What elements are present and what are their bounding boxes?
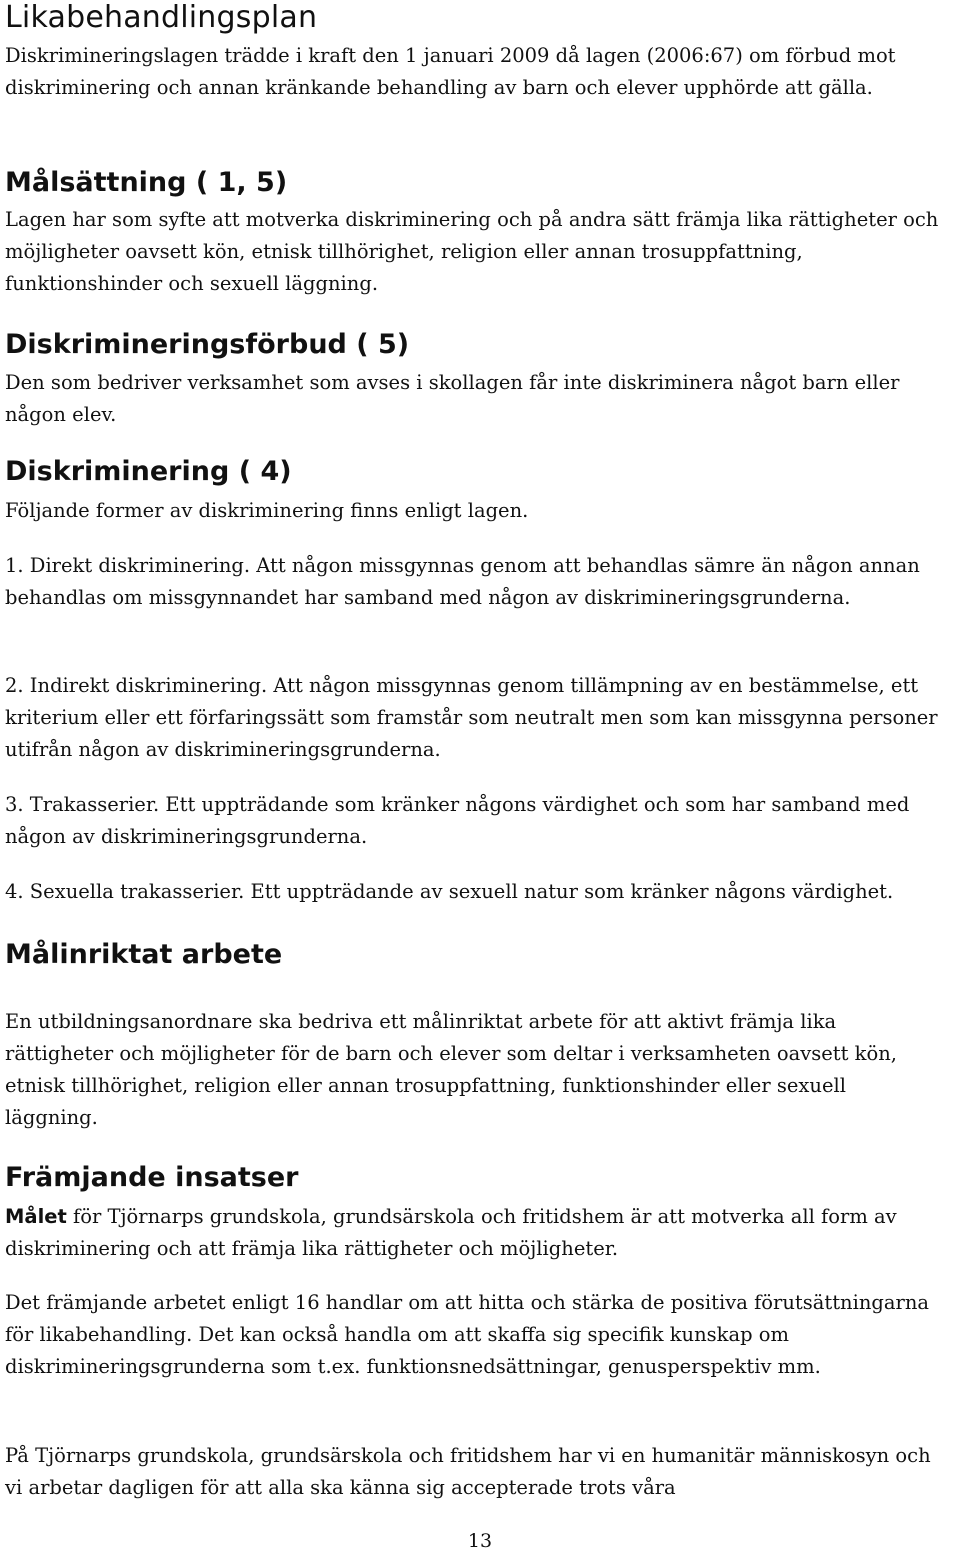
diskrimineringsforbud-paragraph: Den som bedriver verksamhet som avses i skollagen får inte diskriminera något barn eller någon elev. [5, 371, 900, 426]
malinriktat-arbete-paragraph: En utbildningsanordnare ska bedriva ett målinriktat arbete för att aktivt främja lika rättigheter och möjligheter för de barn och elever som deltar i verksamheten oavsett kön, etnisk tillhörighet, religion eller annan trosuppfattning, funktionshinder eller sexuell läggning. [5, 1010, 897, 1129]
section-heading-malsattning: Målsättning ( 1, 5) [5, 167, 288, 198]
section-heading-diskriminering: Diskriminering ( 4) [5, 456, 292, 487]
document-title: Likabehandlingsplan [5, 0, 318, 35]
section-heading-malinriktat-arbete: Målinriktat arbete [5, 939, 283, 970]
section-heading-framjande-insatser: Främjande insatser [5, 1162, 299, 1193]
intro-paragraph: Diskrimineringslagen trädde i kraft den 1 januari 2009 då lagen (2006:67) om förbud mot diskriminering och annan kränkande behandling av barn och elever upphörde att gälla. [5, 44, 896, 99]
page-number: 13 [467, 1530, 493, 1552]
framjande-malet-paragraph [5, 1201, 942, 1265]
malsattning-paragraph: Lagen har som syfte att motverka diskriminering och på andra sätt främja lika rättigheter och möjligheter oavsett kön, etnisk tillhörighet, religion eller annan trosuppfattning, funktionshinder och sexuell läggning. [5, 208, 939, 295]
malet-lead: Målet [5, 1205, 67, 1228]
malet-rest: för Tjörnarps grundskola, grundsärskola och fritidshem är att motverka all form av diskriminering och att främja lika rättigheter och möjligheter. [5, 1205, 897, 1260]
sexuella-trakasserier-paragraph: 4. Sexuella trakasserier. Ett uppträdande av sexuell natur som kränker någons värdighet. [5, 880, 894, 903]
indirekt-diskriminering-paragraph: 2. Indirekt diskriminering. Att någon missgynnas genom tillämpning av en bestämmelse, ett kriterium eller ett förfaringssätt som framstår som neutralt men som kan missgynna personer utifrån någon av diskrimineringsgrunderna. [5, 674, 938, 761]
trakasserier-paragraph: 3. Trakasserier. Ett uppträdande som kränker någons värdighet och som har samband med någon av diskrimineringsgrunderna. [5, 793, 910, 848]
direkt-diskriminering-paragraph: 1. Direkt diskriminering. Att någon missgynnas genom att behandlas sämre än någon annan behandlas om missgynnandet har samband med någon av diskrimineringsgrunderna. [5, 554, 920, 609]
framjande-arbetet-paragraph: Det främjande arbetet enligt 16 handlar om att hitta och stärka de positiva förutsättningarna för likabehandling. Det kan också handla om att skaffa sig specifik kunskap om diskrimineringsgrunderna som t.ex. funktionsnedsättningar, genusperspektiv mm. [5, 1291, 930, 1378]
diskriminering-intro-paragraph: Följande former av diskriminering finns enligt lagen. [5, 499, 529, 522]
tjornarps-paragraph: På Tjörnarps grundskola, grundsärskola och fritidshem har vi en humanitär människosyn och vi arbetar dagligen för att alla ska känna sig accepterade trots våra [5, 1444, 931, 1499]
section-heading-diskrimineringsforbud: Diskrimineringsförbud ( 5) [5, 329, 410, 360]
